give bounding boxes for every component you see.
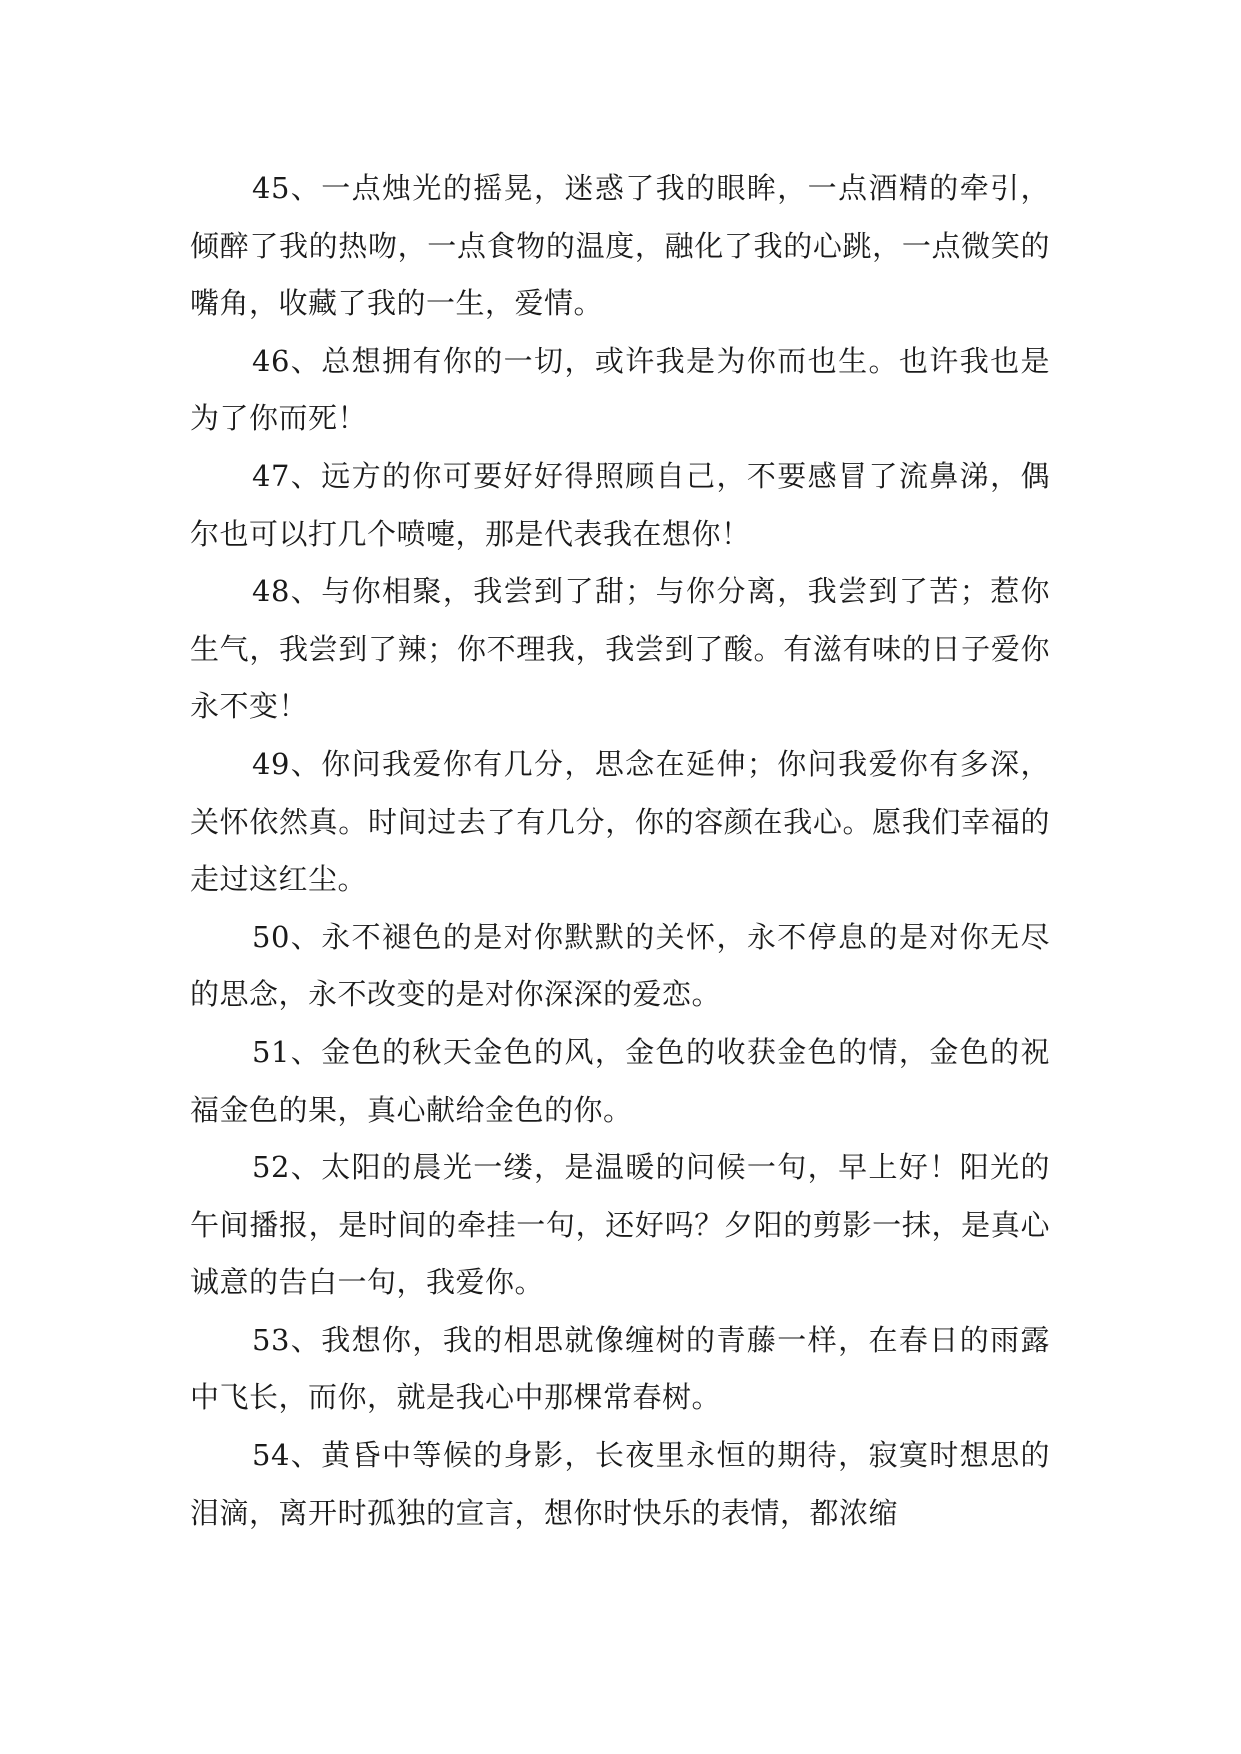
paragraph-52: 52、太阳的晨光一缕，是温暖的问候一句，早上好！阳光的午间播报，是时间的牵挂一句，还好吗？夕阳的剪影一抹，是真心诚意的告白一句，我爱你。 [190,1150,1050,1300]
paragraph-54: 54、黄昏中等候的身影，长夜里永恒的期待，寂寞时想思的泪滴，离开时孤独的宣言，想你时快乐的表情，都浓缩 [190,1438,1050,1530]
paragraph-49: 49、你问我爱你有几分，思念在延伸；你问我爱你有多深，关怀依然真。时间过去了有几分，你的容颜在我心。愿我们幸福的走过这红尘。 [190,746,1050,897]
paragraph-47: 47、远方的你可要好好得照顾自己，不要感冒了流鼻涕，偶尔也可以打几个喷嚏，那是代表我在想你！ [190,458,1050,551]
paragraph-53: 53、我想你，我的相思就像缠树的青藤一样，在春日的雨露中飞长，而你，就是我心中那棵常春树。 [190,1322,1050,1415]
paragraph-51: 51、金色的秋天金色的风，金色的收获金色的情，金色的祝福金色的果，真心献给金色的你。 [190,1034,1050,1127]
paragraph-48: 48、与你相聚，我尝到了甜；与你分离，我尝到了苦；惹你生气，我尝到了辣；你不理我，我尝到了酸。有滋有味的日子爱你永不变！ [190,574,1050,724]
paragraph-50: 50、永不褪色的是对你默默的关怀，永不停息的是对你无尽的思念，永不改变的是对你深深的爱恋。 [190,919,1050,1012]
document-body [190,160,1050,1542]
paragraph-46: 46、总想拥有你的一切，或许我是为你而也生。也许我也是为了你而死！ [190,343,1050,436]
paragraph-45: 45、一点烛光的摇晃，迷惑了我的眼眸，一点酒精的牵引，倾醉了我的热吻，一点食物的温度，融化了我的心跳，一点微笑的嘴角，收藏了我的一生，爱情。 [190,171,1050,321]
